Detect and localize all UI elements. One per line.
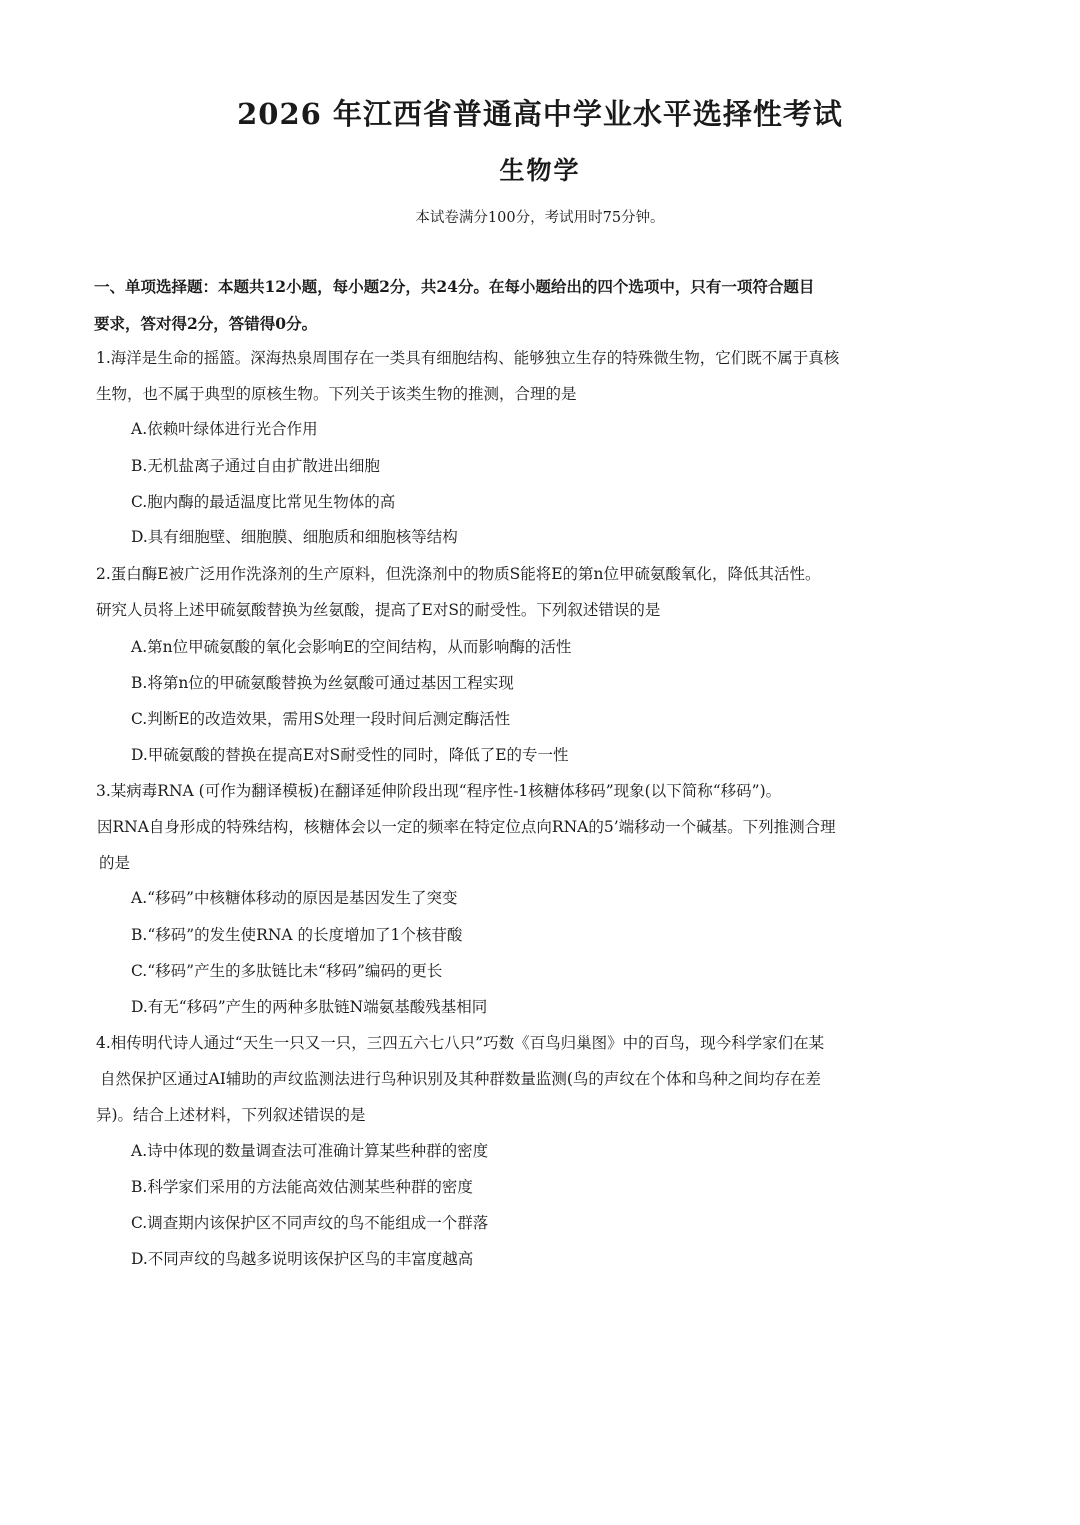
- question-stem-line: 4.相传明代诗人通过“天生一只又一只，三四五六七八只”巧数《百鸟归巢图》中的百鸟，现今科学家们在某: [96, 1034, 825, 1052]
- question-stem-line: 生物，也不属于典型的原核生物。下列关于该类生物的推测，合理的是: [96, 385, 577, 403]
- question-stem-line: 3.某病毒RNA (可作为翻译模板)在翻译延伸阶段出现“程序性-1核糖体移码”现象(以下简称“移码”)。: [96, 782, 782, 800]
- option-d: D.有无“移码”产生的两种多肽链N端氨基酸残基相同: [131, 998, 488, 1016]
- section-heading-line-2: 要求，答对得2分，答错得0分。: [94, 314, 318, 333]
- option-a: A.第n位甲硫氨酸的氧化会影响E的空间结构，从而影响酶的活性: [131, 638, 572, 656]
- option-a: A.诗中体现的数量调查法可准确计算某些种群的密度: [131, 1142, 489, 1160]
- question-stem-line: 异)。结合上述材料，下列叙述错误的是: [96, 1106, 366, 1124]
- section-heading-line-1: 一、单项选择题：本题共12小题，每小题2分，共24分。在每小题给出的四个选项中，只有一项符合题目: [94, 277, 815, 296]
- option-b: B.“移码”的发生使RNA 的长度增加了1个核苷酸: [131, 926, 463, 944]
- question-stem-line: 2.蛋白酶E被广泛用作洗涤剂的生产原料，但洗涤剂中的物质S能将E的第n位甲硫氨酸氧化，降低其活性。: [96, 565, 821, 583]
- exam-info: 本试卷满分100分，考试用时75分钟。: [415, 210, 665, 226]
- question-stem-line: 研究人员将上述甲硫氨酸替换为丝氨酸，提高了E对S的耐受性。下列叙述错误的是: [96, 601, 661, 619]
- option-d: D.甲硫氨酸的替换在提高E对S耐受性的同时，降低了E的专一性: [131, 746, 569, 764]
- exam-title: 2026 年江西省普通高中学业水平选择性考试: [237, 97, 843, 131]
- option-b: B.科学家们采用的方法能高效估测某些种群的密度: [131, 1178, 473, 1196]
- option-c: C.判断E的改造效果，需用S处理一段时间后测定酶活性: [131, 710, 511, 728]
- option-d: D.具有细胞壁、细胞膜、细胞质和细胞核等结构: [131, 528, 458, 546]
- question-stem-line: 1.海洋是生命的摇篮。深海热泉周围存在一类具有细胞结构、能够独立生存的特殊微生物，它们既不属于真核: [96, 349, 840, 367]
- option-d: D.不同声纹的鸟越多说明该保护区鸟的丰富度越高: [131, 1250, 474, 1268]
- option-a: A.依赖叶绿体进行光合作用: [131, 420, 318, 438]
- option-b: B.将第n位的甲硫氨酸替换为丝氨酸可通过基因工程实现: [131, 674, 514, 692]
- question-stem-line: 因RNA自身形成的特殊结构，核糖体会以一定的频率在特定位点向RNA的5’端移动一个碱基。下列推测合理: [97, 818, 836, 836]
- question-stem-line: 的是: [99, 854, 131, 872]
- option-c: C.调查期内该保护区不同声纹的鸟不能组成一个群落: [131, 1214, 489, 1232]
- option-c: C.“移码”产生的多肽链比未“移码”编码的更长: [131, 962, 443, 980]
- option-a: A.“移码”中核糖体移动的原因是基因发生了突变: [131, 889, 458, 907]
- option-b: B.无机盐离子通过自由扩散进出细胞: [131, 457, 380, 475]
- exam-subject: 生物学: [499, 156, 581, 185]
- option-c: C.胞内酶的最适温度比常见生物体的高: [131, 493, 396, 511]
- question-stem-line: 自然保护区通过AI辅助的声纹监测法进行鸟种识别及其种群数量监测(鸟的声纹在个体和鸟种之间均存在差: [100, 1070, 821, 1088]
